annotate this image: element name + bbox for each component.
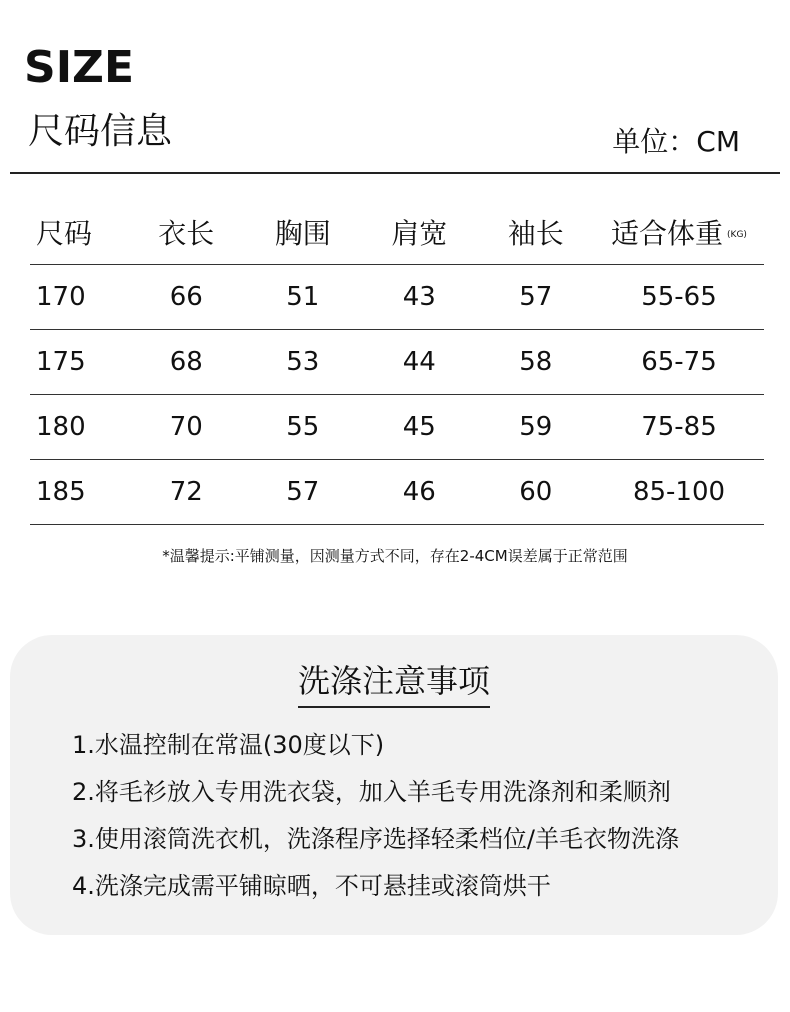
table-cell: 43 bbox=[361, 265, 478, 330]
column-header: 袖长 bbox=[478, 200, 595, 265]
column-header: 尺码 bbox=[30, 200, 128, 265]
list-item: 2.将毛衫放入专用洗衣袋，加入羊毛专用洗涤剂和柔顺剂 bbox=[72, 778, 671, 806]
table-cell: 175 bbox=[30, 330, 128, 395]
table-cell: 65-75 bbox=[594, 330, 764, 395]
table-cell: 72 bbox=[128, 460, 245, 525]
table-cell: 53 bbox=[245, 330, 362, 395]
table-cell: 180 bbox=[30, 395, 128, 460]
list-item: 1.水温控制在常温(30度以下) bbox=[72, 731, 385, 759]
table-cell: 55 bbox=[245, 395, 362, 460]
table-cell: 45 bbox=[361, 395, 478, 460]
table-row bbox=[30, 395, 764, 460]
table-row bbox=[30, 265, 764, 330]
care-title bbox=[10, 662, 778, 700]
table-cell: 66 bbox=[128, 265, 245, 330]
measurement-note: *温馨提示:平铺测量，因测量方式不同，存在2-4CM误差属于正常范围 bbox=[162, 547, 628, 565]
table-cell: 75-85 bbox=[594, 395, 764, 460]
table-cell: 68 bbox=[128, 330, 245, 395]
weight-header-label: 适合体重 bbox=[611, 217, 724, 250]
table-cell: 185 bbox=[30, 460, 128, 525]
table-cell: 55-65 bbox=[594, 265, 764, 330]
care-title-text: 洗涤注意事项 bbox=[298, 662, 490, 708]
column-header: 胸围 bbox=[245, 200, 362, 265]
list-item: 3.使用滚筒洗衣机，洗涤程序选择轻柔档位/羊毛衣物洗涤 bbox=[72, 825, 679, 853]
table-row bbox=[30, 330, 764, 395]
table-cell: 85-100 bbox=[594, 460, 764, 525]
size-table bbox=[30, 200, 764, 525]
care-list bbox=[72, 733, 679, 921]
table-cell: 59 bbox=[478, 395, 595, 460]
table-cell: 58 bbox=[478, 330, 595, 395]
care-instructions-panel bbox=[10, 635, 778, 935]
table-header-row bbox=[30, 200, 764, 265]
column-header bbox=[594, 200, 764, 265]
table-cell: 170 bbox=[30, 265, 128, 330]
table-row bbox=[30, 460, 764, 525]
unit-label: 单位：CM bbox=[612, 125, 740, 158]
table-cell: 57 bbox=[245, 460, 362, 525]
table-cell: 70 bbox=[128, 395, 245, 460]
table-cell: 51 bbox=[245, 265, 362, 330]
table-cell: 46 bbox=[361, 460, 478, 525]
table-cell: 60 bbox=[478, 460, 595, 525]
column-header: 肩宽 bbox=[361, 200, 478, 265]
page-title-cn: 尺码信息 bbox=[28, 111, 173, 152]
page-title-en: SIZE bbox=[24, 42, 135, 93]
weight-unit-label: (KG) bbox=[727, 230, 747, 240]
table-cell: 57 bbox=[478, 265, 595, 330]
table-cell: 44 bbox=[361, 330, 478, 395]
header-divider bbox=[10, 172, 780, 174]
list-item: 4.洗涤完成需平铺晾晒，不可悬挂或滚筒烘干 bbox=[72, 872, 551, 900]
column-header: 衣长 bbox=[128, 200, 245, 265]
